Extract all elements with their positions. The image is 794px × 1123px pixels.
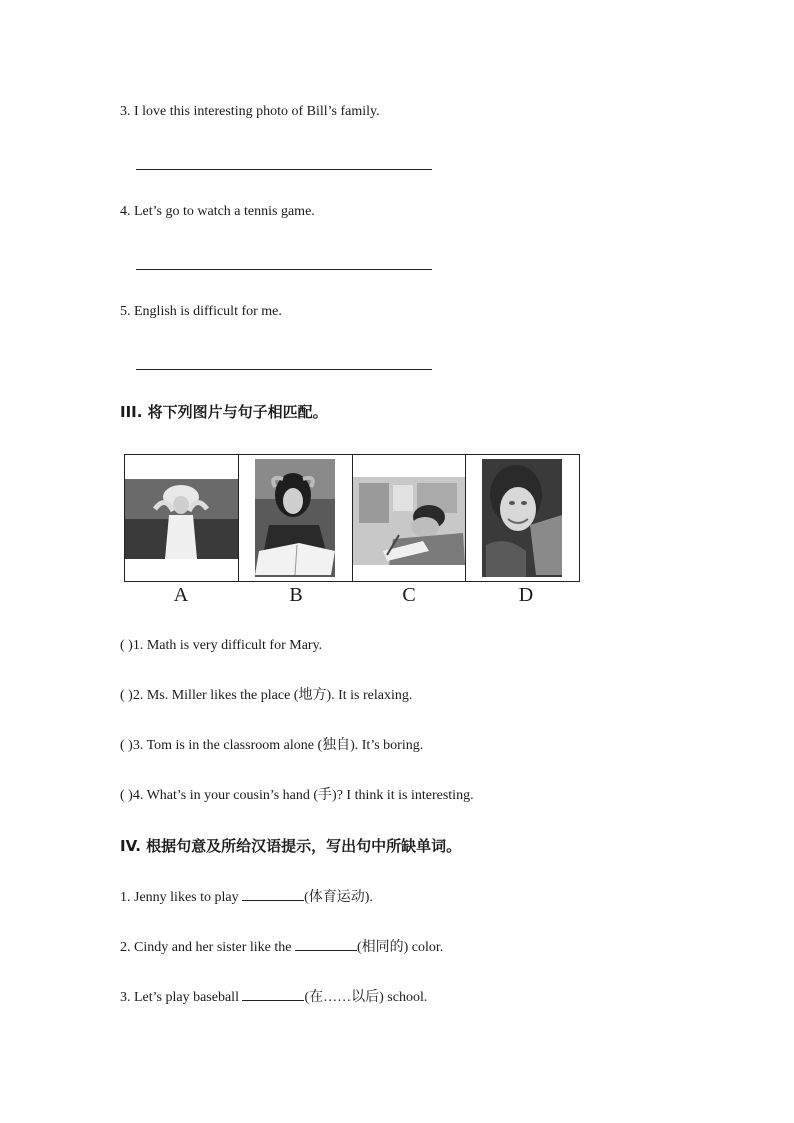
picture-label-c: C: [402, 584, 416, 606]
fill-item-3-before: 3. Let’s play baseball: [120, 990, 243, 1005]
sentence-4: 4. Let’s go to watch a tennis game.: [120, 204, 315, 219]
picture-a: [125, 455, 239, 581]
fill-blank-3[interactable]: [242, 987, 304, 1001]
answer-line-3[interactable]: [136, 169, 432, 170]
stressed-girl-with-book-photo-icon: [239, 455, 353, 581]
fill-blank-2[interactable]: [295, 937, 357, 951]
fill-item-2: [120, 937, 443, 957]
section-3-heading: III. 将下列图片与句子相匹配。: [120, 403, 328, 421]
fill-item-1: [120, 887, 373, 907]
picture-table: [124, 454, 580, 582]
boy-bored-at-desk-photo-icon: [353, 455, 467, 581]
match-item-1[interactable]: ( )1. Math is very difficult for Mary.: [120, 638, 323, 653]
picture-b: [239, 455, 353, 581]
answer-line-5[interactable]: [136, 369, 432, 370]
match-item-3[interactable]: ( )3. Tom is in the classroom alone (独自). It’s boring.: [120, 738, 424, 753]
sentence-5: 5. English is difficult for me.: [120, 304, 282, 319]
answer-line-4[interactable]: [136, 269, 432, 270]
fill-item-3: [120, 987, 427, 1007]
fill-item-2-after: (相同的) color.: [356, 940, 444, 955]
picture-label-b: B: [289, 584, 303, 606]
fill-item-1-after: (体育运动).: [304, 890, 373, 905]
smiling-kid-reading-photo-icon: [466, 455, 579, 581]
fill-item-1-before: 1. Jenny likes to play: [120, 890, 243, 905]
picture-label-d: D: [518, 584, 534, 606]
picture-label-a: A: [173, 584, 189, 606]
picture-d: [466, 455, 579, 581]
sentence-3: 3. I love this interesting photo of Bill’s family.: [120, 104, 380, 119]
fill-item-3-after: (在……以后) school.: [304, 990, 428, 1005]
woman-relaxing-in-sun-hat-photo-icon: [125, 455, 239, 581]
match-item-4[interactable]: ( )4. What’s in your cousin’s hand (手)? I think it is interesting.: [120, 788, 474, 803]
fill-blank-1[interactable]: [242, 887, 304, 901]
fill-item-2-before: 2. Cindy and her sister like the: [120, 940, 295, 955]
picture-c: [353, 455, 467, 581]
match-item-2[interactable]: ( )2. Ms. Miller likes the place (地方). It is relaxing.: [120, 688, 413, 703]
section-4-heading: IV. 根据句意及所给汉语提示，写出句中所缺单词。: [120, 837, 462, 855]
